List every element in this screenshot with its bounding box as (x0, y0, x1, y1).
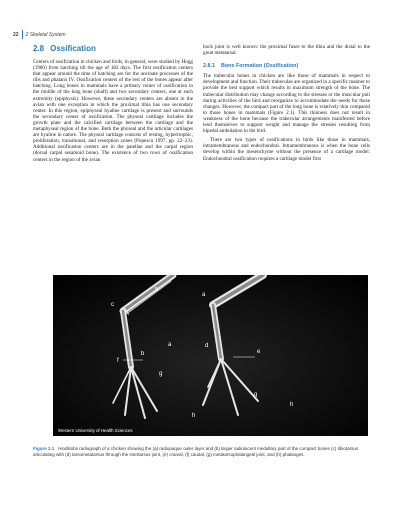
label-g-left: g (159, 371, 163, 377)
figure-caption (33, 446, 369, 457)
label-f: f (117, 358, 119, 364)
figure-caption-text: Hindlimbs radiograph of a chicken showing the (a) radiopaque outer layer and (b) larger radiolucent medullary part of the compact bones (c) tibiotarsus articulating with (d) tarsometatarsus through the intertarsus joint, (e) cranial, (f) caudal, (g) metatarsophalangeal joint, and (h) phalanges. (33, 446, 359, 457)
label-h-right: h (290, 402, 294, 408)
label-d: d (205, 343, 209, 349)
label-e: e (257, 349, 261, 355)
section-title: Ossification (50, 44, 96, 53)
label-c: c (111, 302, 114, 308)
figure-credit: Western University of Health Sciences (58, 428, 133, 433)
paragraph: hock joint is well known: the proximal fuses to the tibia and the distal to the great metatarsal. (203, 44, 370, 57)
page-number: 22 (13, 31, 19, 38)
paragraph: The trabecular bones in chicken are like those of mammals in respect to development and function. Their trabeculae are organized in a specific manner to provide the best support which results in maximum strength of the bone. The trabecular distribution may change according to the stresses or the muscular pull during activities of the bird and reorganize to accommodate the needs for these changes. However, the compact part of the long bone is relatively thin compared to those bones in mammals (Figure 2.1). This thinness does not result in weakness of the bone because the trabecular arrangements manifested before lend themselves to support weight and manage the stresses resulting from bipedal ambulation in the bird. (203, 73, 370, 135)
radiograph-figure (53, 275, 368, 436)
running-head (13, 30, 66, 39)
label-g-right: g (254, 392, 258, 398)
chapter-title: 2 Skeletal System (25, 31, 66, 38)
label-a-upper: a (202, 292, 206, 298)
subsection-heading (203, 63, 370, 69)
right-column (203, 44, 370, 165)
label-b-lower: b (141, 351, 145, 357)
subsection-number: 2.8.1 (203, 63, 215, 70)
running-head-rule (22, 30, 23, 39)
paragraph: Centers of ossification in chicken and birds, in general, were studied by Hogg (1980) from hatching till the age of 182 days. The first ossification centers that appear around the time of hatching are for the uncinate processes of the ribs and phalanx IV. Ossification centers of the rest of the bones appear after hatching. Long bones in mammals have a primary center of ossification in the middle of the long bone (shaft) and two secondary centers, one at each extremity (epiphysis). However, these secondary centers are absent in the avian with one exception in which the proximal tibia has one secondary center. In this region, epiphyseal hyaline cartilage is present and surrounds the secondary center of ossification. The physeal cartilage includes the growth plate and the calcified cartilage between the cartilage and the metaphyseal region of the bone. Both the physeal and the articular cartilages are hyaline in nature. The physeal cartilage consists of resting, hypertrophic, proliferation, transitional, and resorption zones (Popescu 1997, pp. 22–23). Additional ossification centers are in the patellae and the carpal region (dorsal carpal sesamoid bone). The existence of two rows of ossification centers in the region of the avian (33, 59, 193, 163)
radiograph-image (53, 275, 368, 436)
section-number: 2.8 (33, 44, 45, 53)
section-heading (33, 44, 96, 53)
figure-caption-label: Figure 2.1 (33, 446, 55, 451)
label-b-upper: b (155, 287, 159, 293)
label-h-left: h (192, 413, 196, 419)
subsection-title: Bone Formation (Ossification) (221, 63, 299, 70)
left-column (33, 59, 193, 166)
label-a-lower: a (168, 342, 172, 348)
paragraph: There are two types of ossifications in birds like those in mammals, intramembranous and endochondral. Intramembranous is when the bone cells develop within the mesenchyme without the presence of a cartilage model. Endochondral ossification requires a cartilage model first (203, 137, 370, 162)
